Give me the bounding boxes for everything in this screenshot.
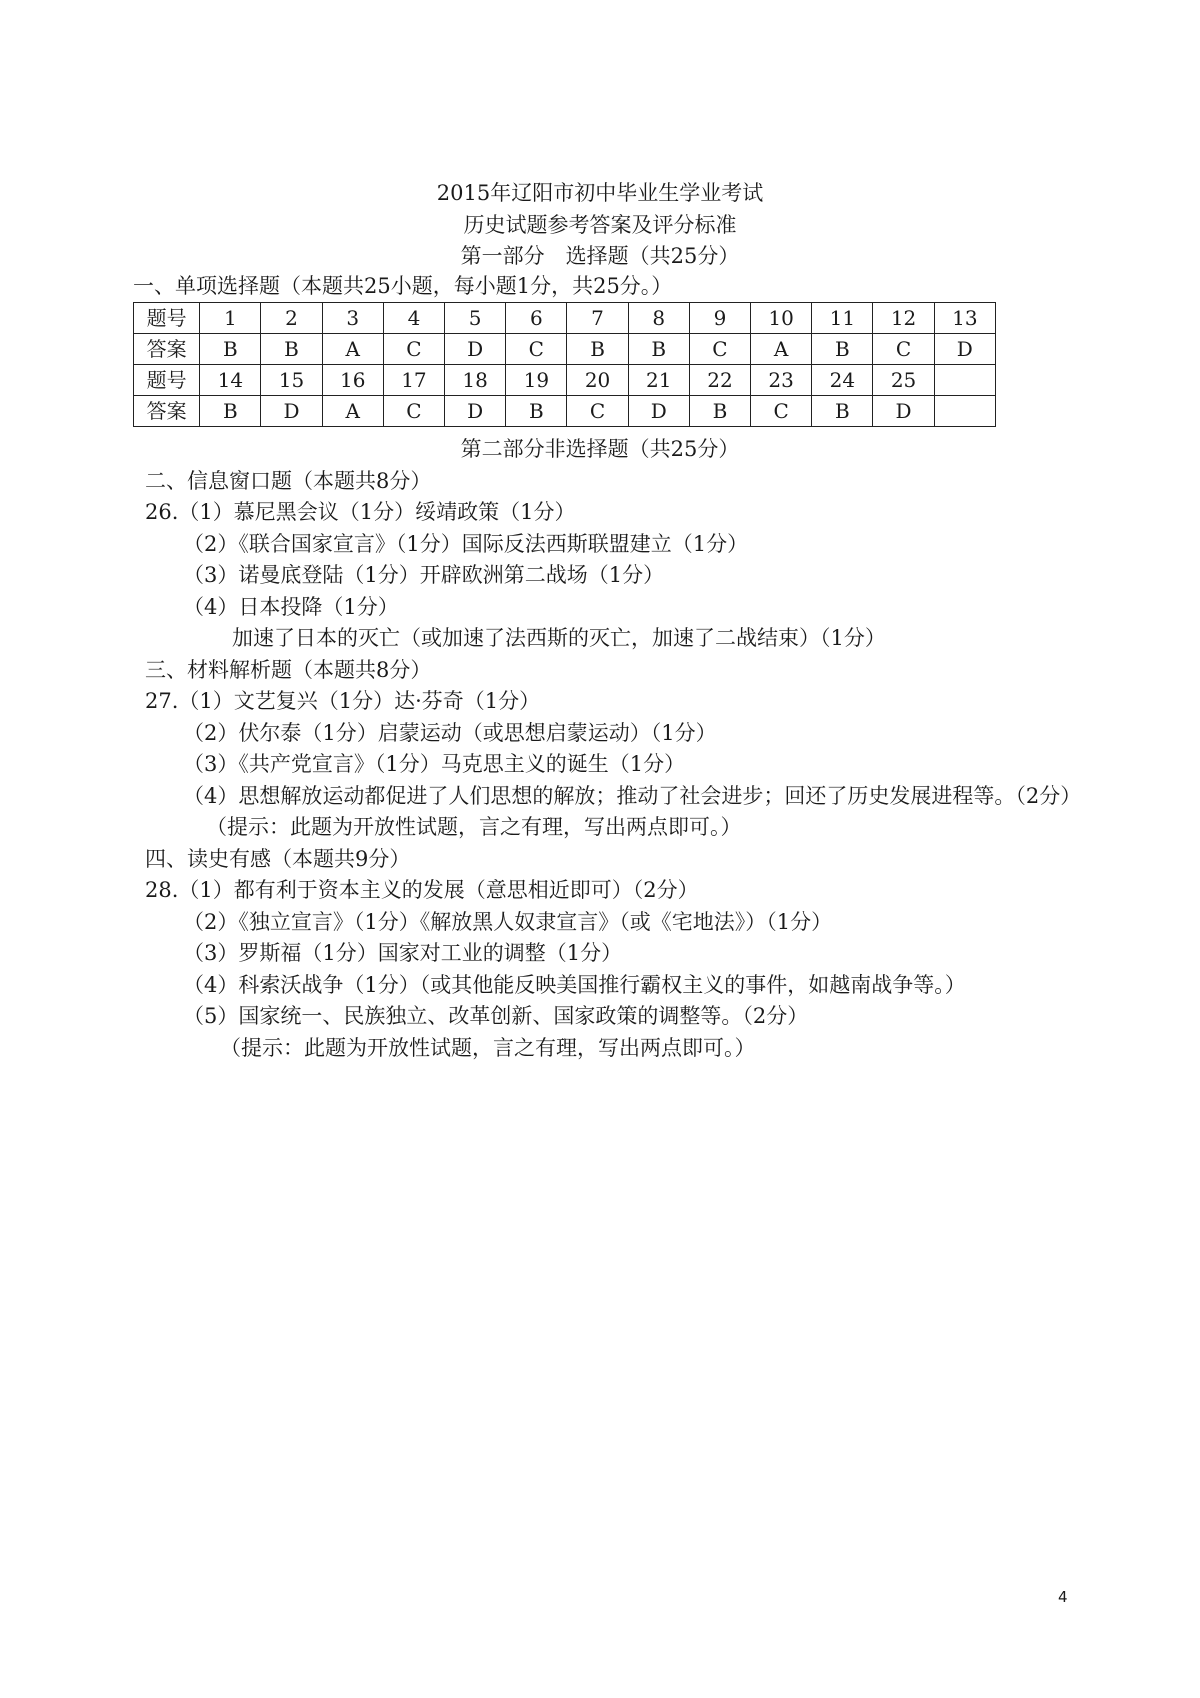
table-cell: B (200, 334, 261, 365)
table-cell: A (751, 334, 812, 365)
table-cell: C (506, 334, 567, 365)
section1-heading: 一、单项选择题（本题共25小题，每小题1分，共25分。） (133, 274, 673, 298)
table-cell (934, 365, 995, 396)
table-cell: 1 (200, 303, 261, 334)
page-number: 4 (1058, 1588, 1068, 1606)
table-cell: 24 (812, 365, 873, 396)
table-cell: 2 (261, 303, 322, 334)
table-row (134, 396, 996, 427)
hint-line: （提示：此题为开放性试题，言之有理，写出两点即可。） (206, 815, 742, 839)
table-cell: 9 (689, 303, 750, 334)
answer-line: 27.（1）文艺复兴（1分）达·芬奇（1分） (145, 689, 541, 713)
table-cell: C (383, 396, 444, 427)
answer-line: 加速了日本的灭亡（或加速了法西斯的灭亡，加速了二战结束）（1分） (232, 626, 886, 650)
table-cell: D (445, 396, 506, 427)
answer-line: （3）《共产党宣言》（1分）马克思主义的诞生（1分） (183, 752, 686, 776)
table-cell: C (873, 334, 934, 365)
answer-line: （5）国家统一、民族独立、改革创新、国家政策的调整等。（2分） (183, 1004, 809, 1028)
table-cell: 3 (322, 303, 383, 334)
table-cell: 17 (383, 365, 444, 396)
table-cell: 8 (628, 303, 689, 334)
table-cell: 20 (567, 365, 628, 396)
table-cell: D (261, 396, 322, 427)
table-cell: B (812, 396, 873, 427)
table-cell: 7 (567, 303, 628, 334)
section4-heading: 四、读史有感（本题共9分） (145, 847, 411, 871)
table-cell: 13 (934, 303, 995, 334)
table-header-cell: 题号 (134, 365, 200, 396)
answer-line: （4）科索沃战争（1分）（或其他能反映美国推行霸权主义的事件，如越南战争等。） (183, 973, 966, 997)
table-cell: 4 (383, 303, 444, 334)
table-cell: 19 (506, 365, 567, 396)
table-header-cell: 答案 (134, 396, 200, 427)
table-cell: 6 (506, 303, 567, 334)
table-cell: 15 (261, 365, 322, 396)
table-cell: B (812, 334, 873, 365)
table-cell: B (628, 334, 689, 365)
answer-line: （2）《独立宣言》（1分）《解放黑人奴隶宣言》（或《宅地法》）（1分） (183, 910, 833, 934)
table-header-cell: 题号 (134, 303, 200, 334)
table-cell: 5 (445, 303, 506, 334)
table-cell: 18 (445, 365, 506, 396)
answer-table (133, 302, 996, 427)
table-cell: C (751, 396, 812, 427)
table-cell: 23 (751, 365, 812, 396)
table-cell: B (567, 334, 628, 365)
table-cell: 12 (873, 303, 934, 334)
exam-title: 2015年辽阳市初中毕业生学业考试 (436, 181, 764, 205)
table-header-cell: 答案 (134, 334, 200, 365)
table-row (134, 334, 996, 365)
table-cell: B (506, 396, 567, 427)
table-cell: 16 (322, 365, 383, 396)
table-cell: 25 (873, 365, 934, 396)
table-row (134, 365, 996, 396)
hint-line: （提示：此题为开放性试题，言之有理，写出两点即可。） (220, 1036, 756, 1060)
table-cell: B (689, 396, 750, 427)
table-cell: 21 (628, 365, 689, 396)
table-cell: 11 (812, 303, 873, 334)
part1-heading: 第一部分 选择题（共25分） (460, 244, 740, 268)
section2-heading: 二、信息窗口题（本题共8分） (145, 469, 432, 493)
section3-heading: 三、材料解析题（本题共8分） (145, 658, 432, 682)
table-cell: D (628, 396, 689, 427)
table-cell: D (934, 334, 995, 365)
answer-line: 28.（1）都有利于资本主义的发展（意思相近即可）（2分） (145, 878, 699, 902)
table-cell: C (689, 334, 750, 365)
answer-line: （4）思想解放运动都促进了人们思想的解放；推动了社会进步；回还了历史发展进程等。（2分） (183, 784, 1082, 808)
table-cell: C (567, 396, 628, 427)
table-cell: D (873, 396, 934, 427)
table-cell: A (322, 396, 383, 427)
table-cell: D (445, 334, 506, 365)
table-row (134, 303, 996, 334)
table-cell (934, 396, 995, 427)
answer-line: （4）日本投降（1分） (183, 595, 399, 619)
answer-line: 26.（1）慕尼黑会议（1分）绥靖政策（1分） (145, 500, 576, 524)
table-cell: 10 (751, 303, 812, 334)
part2-heading: 第二部分非选择题（共25分） (460, 437, 740, 461)
answer-line: （3）诺曼底登陆（1分）开辟欧洲第二战场（1分） (183, 563, 665, 587)
table-cell: 14 (200, 365, 261, 396)
table-cell: B (200, 396, 261, 427)
table-cell: A (322, 334, 383, 365)
answer-line: （3）罗斯福（1分）国家对工业的调整（1分） (183, 941, 623, 965)
answer-line: （2）伏尔泰（1分）启蒙运动（或思想启蒙运动）（1分） (183, 721, 717, 745)
exam-subtitle: 历史试题参考答案及评分标准 (463, 213, 737, 237)
table-cell: B (261, 334, 322, 365)
table-cell: 22 (689, 365, 750, 396)
answer-line: （2）《联合国家宣言》（1分）国际反法西斯联盟建立（1分） (183, 532, 749, 556)
table-cell: C (383, 334, 444, 365)
